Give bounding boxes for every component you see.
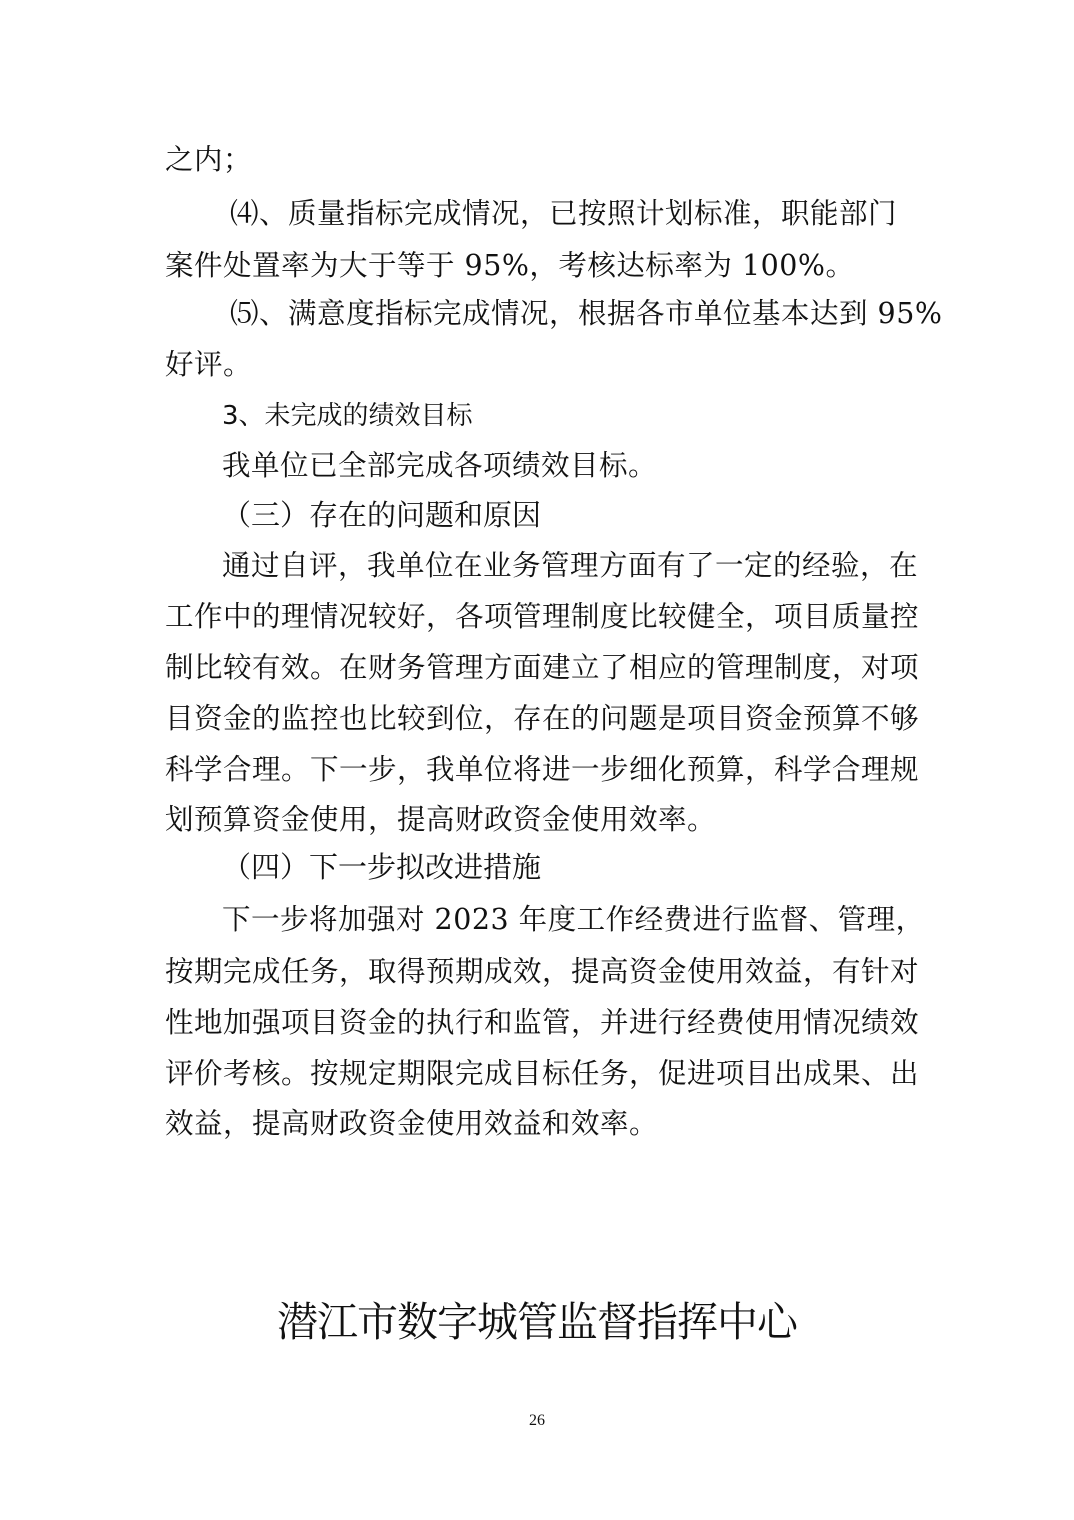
- text-line: 我单位已全部完成各项绩效目标。: [222, 449, 658, 482]
- text-line: 评价考核。按规定期限完成目标任务，促进项目出成果、出: [165, 1057, 920, 1090]
- text-line: 案件处置率为大于等于 95%，考核达标率为 100%。: [165, 249, 855, 282]
- text-line: 效益，提高财政资金使用效益和效率。: [165, 1107, 659, 1140]
- section-heading: （三）存在的问题和原因: [222, 498, 542, 532]
- text-line: 下一步将加强对 2023 年度工作经费进行监督、管理，: [222, 903, 925, 936]
- text-line: 划预算资金使用，提高财政资金使用效率。: [165, 803, 717, 836]
- text-line: 好评。: [165, 348, 253, 381]
- text-line: 性地加强项目资金的执行和监管，并进行经费使用情况绩效: [165, 1006, 920, 1039]
- section-heading: （四）下一步拟改进措施: [222, 850, 542, 884]
- text-line: 之内；: [165, 143, 253, 176]
- text-line: ⑸、满意度指标完成情况，根据各市单位基本达到 95%: [230, 297, 943, 330]
- text-line: 工作中的理情况较好，各项管理制度比较健全，项目质量控: [165, 600, 920, 633]
- text-line: 制比较有效。在财务管理方面建立了相应的管理制度，对项: [165, 651, 920, 684]
- text-line: 目资金的监控也比较到位，存在的问题是项目资金预算不够: [165, 702, 920, 735]
- text-line: ⑷、质量指标完成情况，已按照计划标准，职能部门: [230, 197, 898, 230]
- page-number: 26: [529, 1412, 545, 1429]
- organization-name: 潜江市数字城管监督指挥中心: [277, 1298, 797, 1346]
- text-line: 按期完成任务，取得预期成效，提高资金使用效益，有针对: [165, 955, 920, 988]
- text-line: 通过自评，我单位在业务管理方面有了一定的经验，在: [222, 549, 919, 582]
- section-heading: 3、未完成的绩效目标: [222, 401, 473, 431]
- text-line: 科学合理。下一步，我单位将进一步细化预算，科学合理规: [165, 753, 920, 786]
